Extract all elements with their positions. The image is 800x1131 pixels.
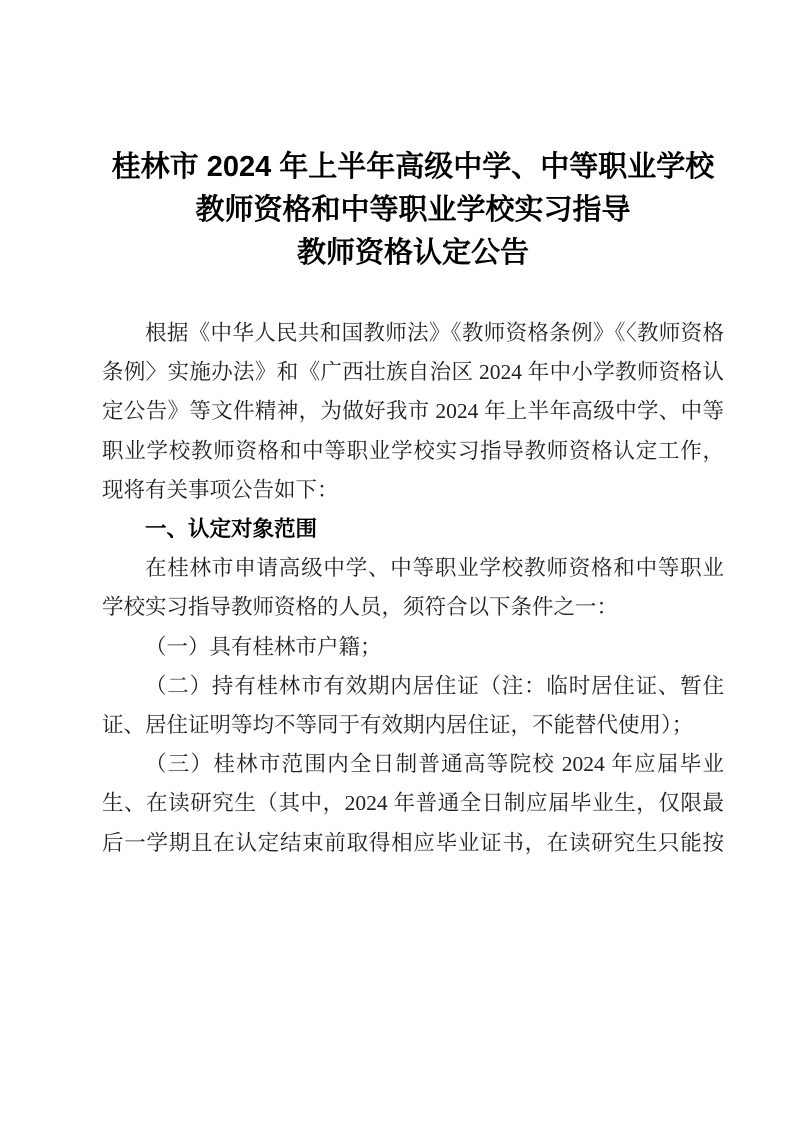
doc-title-line-1: 桂林市 2024 年上半年高级中学、中等职业学校 xyxy=(111,151,715,183)
document-content xyxy=(102,146,724,863)
doc-title xyxy=(102,146,724,275)
intro-line-4: 职业学校教师资格和中等职业学校实习指导教师资格认定工作， xyxy=(102,438,724,463)
doc-body xyxy=(102,314,724,863)
section-1-scope-line-2: 学校实习指导教师资格的人员，须符合以下条件之一： xyxy=(102,595,619,620)
intro-line-2: 条例〉实施办法》和《广西壮族自治区 2024 年中小学教师资格认 xyxy=(102,360,724,385)
section-1-scope-line-1: 在桂林市申请高级中学、中等职业学校教师资格和中等职业 xyxy=(145,556,724,581)
item-3-line-2: 生、在读研究生（其中，2024 年普通全日制应届毕业生，仅限最 xyxy=(102,791,724,816)
item-3-line-1: （三）桂林市范围内全日制普通高等院校 2024 年应届毕业 xyxy=(145,752,724,777)
item-3-line-3: 后一学期且在认定结束前取得相应毕业证书，在读研究生只能按 xyxy=(102,830,724,855)
doc-title-line-3: 教师资格认定公告 xyxy=(296,237,529,269)
item-2-line-2: 证、居住证明等均不等同于有效期内居住证，不能替代使用）； xyxy=(102,713,694,738)
intro-line-1: 根据《中华人民共和国教师法》《教师资格条例》《〈教师资格 xyxy=(145,321,724,345)
intro-line-5: 现将有关事项公告如下： xyxy=(102,477,339,502)
item-2-line-1: （二）持有桂林市有效期内居住证（注：临时居住证、暂住 xyxy=(145,673,724,698)
intro-line-3: 定公告》等文件精神，为做好我市 2024 年上半年高级中学、中等 xyxy=(102,399,724,424)
section-1-heading: 一、认定对象范围 xyxy=(145,517,318,542)
item-1-line-1: （一）具有桂林市户籍； xyxy=(145,634,382,659)
doc-title-line-2: 教师资格和中等职业学校实习指导 xyxy=(195,194,631,226)
